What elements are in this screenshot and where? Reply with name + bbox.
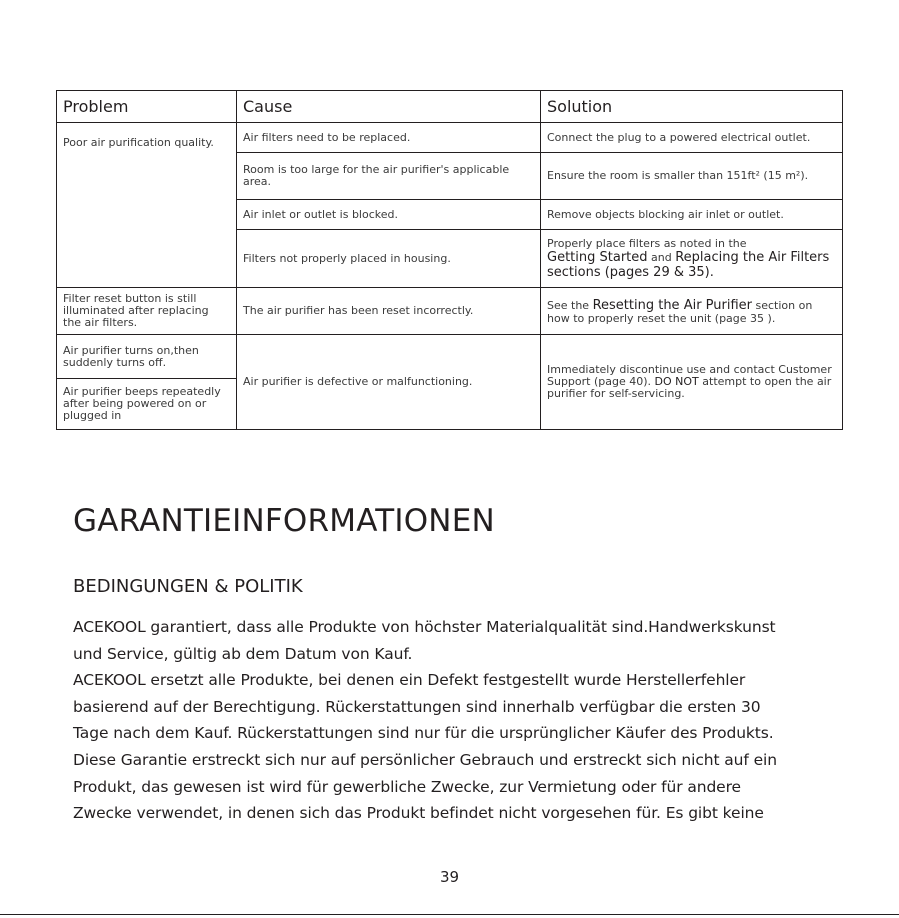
cause-cell: Air purifier is defective or malfunctioning. bbox=[237, 335, 541, 430]
page-number: 39 bbox=[439, 868, 460, 886]
text-line: Zwecke verwendet, in denen sich das Produkt befindet nicht vorgesehen für. Es gibt keine bbox=[73, 804, 764, 823]
solution-cell bbox=[541, 230, 843, 288]
text-line: Diese Garantie erstreckt sich nur auf persönlicher Gebrauch und erstreckt sich nicht auf ein bbox=[73, 750, 777, 769]
bottom-divider bbox=[0, 914, 899, 915]
text-line: ACEKOOL garantiert, dass alle Produkte von höchster Materialqualität sind.Handwerkskunst bbox=[73, 618, 776, 636]
cause-cell: Air filters need to be replaced. bbox=[237, 123, 541, 153]
solution-cell bbox=[541, 288, 843, 335]
solution-cell: Remove objects blocking air inlet or outlet. bbox=[541, 200, 843, 230]
section-subheading: BEDINGUNGEN & POLITIK bbox=[73, 576, 303, 597]
solution-text: section on how to properly reset the unit (page 35 ). bbox=[547, 298, 813, 325]
solution-ref: Getting Started bbox=[547, 249, 648, 265]
solution-text: Immediately discontinue use and contact Customer Support (page 40). bbox=[547, 363, 832, 388]
solution-text: and bbox=[647, 250, 676, 264]
text-line: Tage nach dem Kauf. Rückerstattungen sind nur für die ursprünglicher Käufer des Produkts. bbox=[73, 724, 774, 743]
table-row bbox=[57, 335, 843, 379]
solution-ref: Replacing the Air Filters sections (pages 29 & 35). bbox=[547, 249, 830, 280]
solution-text: See the bbox=[547, 298, 593, 312]
cause-cell: Filters not properly placed in housing. bbox=[237, 230, 541, 288]
solution-cell: Ensure the room is smaller than 151ft² (15 m²). bbox=[541, 153, 843, 200]
text-line: basierend auf der Berechtigung. Rückerstattungen sind innerhalb verfügbar die ersten 30 bbox=[73, 697, 761, 716]
header-solution: Solution bbox=[541, 91, 843, 123]
text-line: und Service, gültig ab dem Datum von Kauf. bbox=[73, 644, 413, 663]
text-line: ACEKOOL ersetzt alle Produkte, bei denen ein Defekt festgestellt wurde Herstellerfehler bbox=[73, 671, 746, 690]
table-row bbox=[57, 288, 843, 335]
warranty-text bbox=[73, 614, 863, 827]
solution-text: attempt to open the air purifier for self-servicing. bbox=[547, 375, 832, 400]
problem-cell: Filter reset button is still illuminated after replacing the air filters. bbox=[57, 288, 237, 335]
cause-cell: The air purifier has been reset incorrectly. bbox=[237, 288, 541, 335]
solution-emphasis: DO NOT bbox=[654, 375, 699, 388]
table-row bbox=[57, 123, 843, 153]
cause-cell: Air inlet or outlet is blocked. bbox=[237, 200, 541, 230]
problem-cell: Air purifier turns on,then suddenly turns off. bbox=[57, 335, 237, 379]
solution-cell bbox=[541, 335, 843, 430]
text-line: Produkt, das gewesen ist wird für gewerbliche Zwecke, zur Vermietung oder für andere bbox=[73, 777, 741, 796]
problem-cell: Poor air purification quality. bbox=[57, 123, 237, 288]
solution-cell: Connect the plug to a powered electrical outlet. bbox=[541, 123, 843, 153]
solution-text: Properly place filters as noted in the bbox=[547, 236, 747, 250]
section-heading: GARANTIEINFORMATIONEN bbox=[73, 503, 495, 539]
header-problem: Problem bbox=[57, 91, 237, 123]
problem-cell: Air purifier beeps repeatedly after being powered on or plugged in bbox=[57, 379, 237, 430]
table-header-row bbox=[57, 91, 843, 123]
cause-cell: Room is too large for the air purifier's applicable area. bbox=[237, 153, 541, 200]
troubleshooting-table bbox=[56, 90, 843, 430]
header-cause: Cause bbox=[237, 91, 541, 123]
solution-ref: Resetting the Air Purifier bbox=[592, 297, 753, 313]
